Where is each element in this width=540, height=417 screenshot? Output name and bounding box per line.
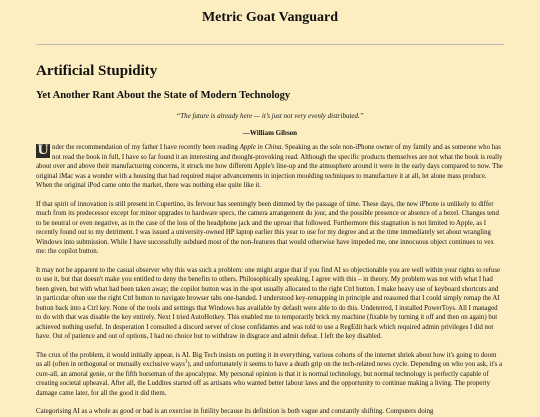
paragraph-1-text-a: nder the recommendation of my father I have recently been reading [52, 144, 240, 151]
book-title: Apple in China [239, 144, 282, 151]
epigraph-author: —William Gibson [242, 129, 298, 137]
dropcap-letter: U [37, 143, 49, 158]
paragraph-4 [36, 351, 504, 399]
epigraph-quote: “The future is already here — it’s just not very evenly distributed.” [176, 112, 364, 120]
paragraph-4-text-b: ), and unfortunately it seems to have a death grip on the tech-related news cycle. Depending on who you ask, it's a cure-all, an amoral genie, or the fifth horseman of the apocalypse. My personal opinion is that it is normal technology, but normal technology is perfectly capable of creating societal upheaval. After all, the Luddites started off as artisans who wanted better labour laws and the opportunity to continue making a living. The property damage came later, for all the good it did them. [36, 361, 503, 397]
paragraph-3: It may not be apparent to the casual observer why this was such a problem: one might argue that if you find AI so objectionable you are well within your rights to refuse to use it, but that doesn't make you entitled to deny the benefits to others. Philosophically speaking, I agree with this – in theory. My problem was not with what I had been given, but with what had been taken away; the copilot button was in the spot usually allocated to the right Ctrl button. I make heavy use of keyboard shortcuts and in particular often use the right Ctrl button to navigate browser tabs one-handed. I understood key-remapping in principle and reasoned that I could simply remap the AI button back into a Ctrl key. None of the tools and settings that Windows has available by default were able to do this. Undeterred, I installed PowerToys. All I managed to do with that was disable the key entirely. Next I tried AutoHotkey. This enabled me to temporarily brick my machine (fixable by turning it off and then on again) but achieved nothing useful. In desperation I consulted a discord server of close confidantes and was told to use a RegEdit hack which required admin privileges I did not have. Out of patience and out of options, I had no choice but to withdraw in disgrace and admit defeat. I left the key disabled. [36, 266, 501, 340]
article-subtitle: Yet Another Rant About the State of Modern Technology [36, 90, 291, 101]
paragraph-1 [36, 143, 504, 191]
footnote-ref-1[interactable]: 1 [184, 359, 188, 365]
article [0, 62, 540, 417]
paragraph-2: If that spirit of innovation is still present in Cupertino, its fervour has seemingly been dimmed by the passage of time. These days, the new iPhone is unlikely to differ much from its predecessor except for minor upgrades to hardware specs, the camera arrangement du jour, and the possible presence or absence of a bezel. Changes tend to be neutral or even negative, as in the case of the loss of the headphone jack and the uproar that followed. Furthermore this stagnation is not limited to Apple, as I recently found out to my detriment. I was issued a university-owned HP laptop earlier this year to use for my degree and at the time immediately set about wrangling Windows into submission. While I have successfully subdued most of the non-features that would otherwise have impeded me, one innocuous object continues to vex me: the copilot button. [36, 200, 499, 255]
site-title[interactable]: Metric Goat Vanguard [201, 10, 339, 25]
header-divider [36, 44, 504, 45]
paragraph-4-text-a: The crux of the problem, it would initially appear, is AI. Big Tech insists on putting it in everything, various cohorts of the internet shriek about how it's going to doom us all (often in orthogonal or mutually exclusive ways [36, 351, 497, 368]
article-title: Artificial Stupidity [36, 63, 158, 79]
paragraph-1-text-b: . Speaking as the sole non-iPhone owner of my family and as someone who has not read the book in full, I have so far found it an interesting and thought-provoking read. Although the specific products themselves are not what the book is really about over and above their manufacturing concerns, it struck me how different Apple's line-up and the atmosphere around it were in the early days compared to now. The original iMac was a wonder with a housing that had required major advancements in injection moulding techniques to manufacture it at all, let alone mass produce. When the original iPod came onto the market, there was nothing else quite like it. [36, 144, 503, 189]
paragraph-5: Categorising AI as a whole as good or bad is an exercise in futility because its definition is both vague and constantly shifting. Computers doing [36, 408, 434, 415]
